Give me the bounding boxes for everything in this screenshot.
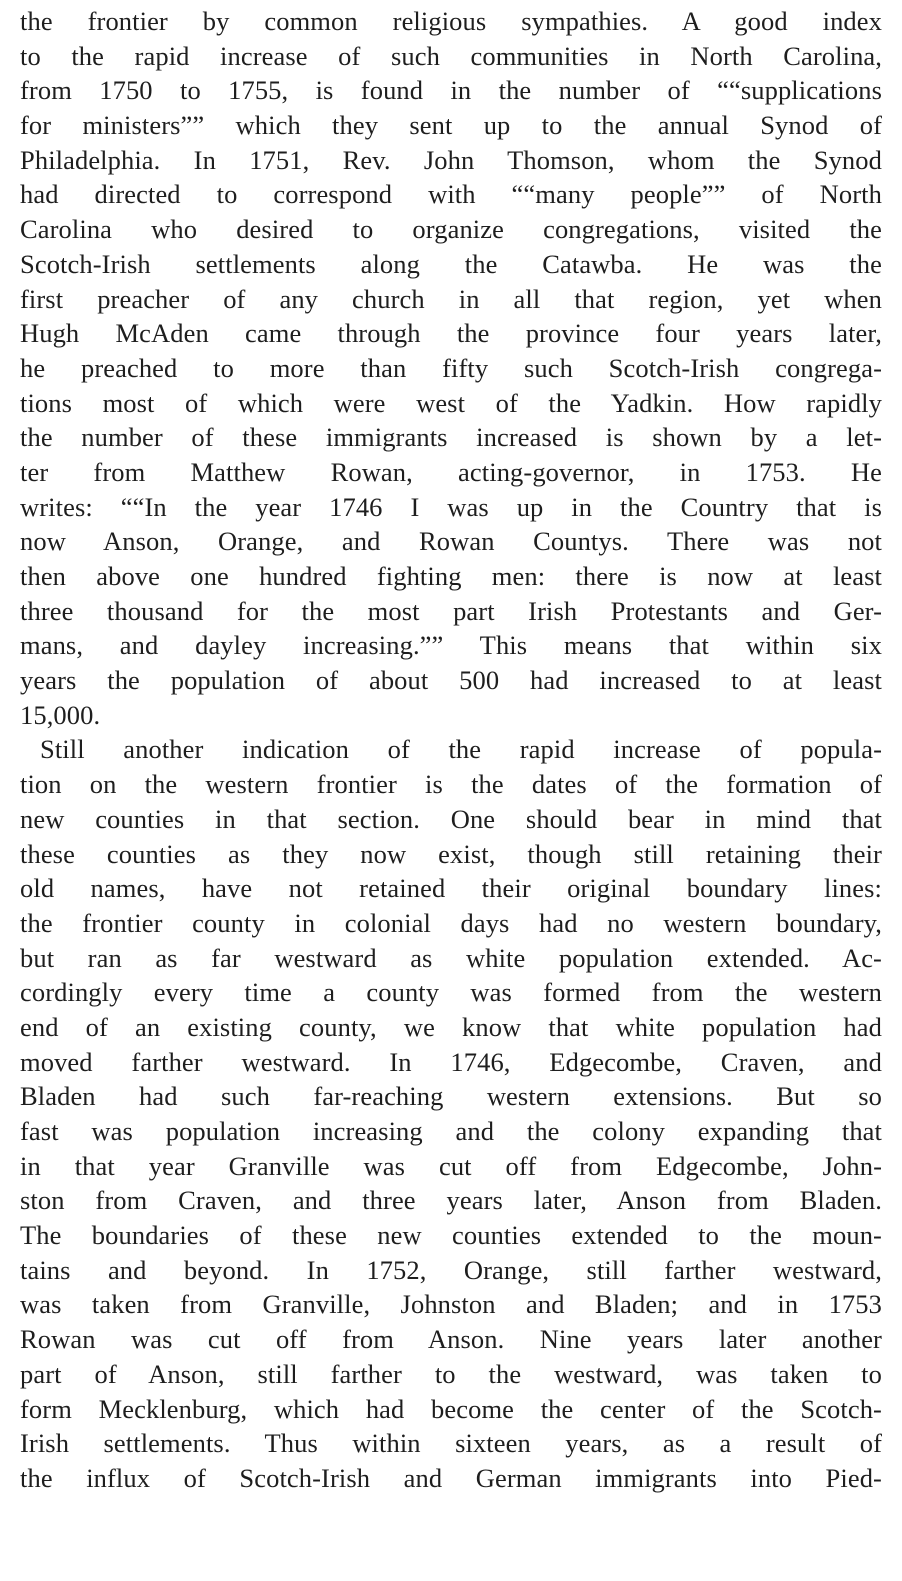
text-line: Scotch-Irish settlements along the Catawba. He was the	[20, 248, 882, 279]
text-line: years the population of about 500 had increased to at least	[20, 665, 882, 696]
text-line: part of Anson, still farther to the westward, was taken to	[20, 1358, 882, 1389]
text-line: first preacher of any church in all that region, yet when	[20, 283, 882, 314]
text-line: to the rapid increase of such communities in North Carolina,	[20, 40, 882, 71]
text-line: three thousand for the most part Irish Protestants and Ger-	[20, 595, 882, 626]
text-line: end of an existing county, we know that white population had	[20, 1011, 882, 1042]
text-line: mans, and dayley increasing.”” This means that within six	[20, 630, 882, 661]
text-line: these counties as they now exist, though still retaining their	[20, 838, 882, 869]
text-line: Philadelphia. In 1751, Rev. John Thomson, whom the Synod	[20, 144, 882, 175]
text-line: fast was population increasing and the colony expanding that	[20, 1116, 882, 1146]
text-line: Bladen had such far-reaching western extensions. But so	[20, 1081, 882, 1112]
text-line: ston from Craven, and three years later, Anson from Bladen.	[20, 1185, 882, 1216]
text-line: Still another indication of the rapid increase of popula-	[40, 734, 882, 765]
text-line: writes: ““In the year 1746 I was up in the Country that is	[20, 491, 882, 522]
text-line: tains and beyond. In 1752, Orange, still farther westward,	[20, 1254, 882, 1285]
text-line: cordingly every time a county was formed from the western	[20, 977, 882, 1008]
text-line: Hugh McAden came through the province four years later,	[20, 318, 882, 349]
text-line: ter from Matthew Rowan, acting-governor, in 1753. He	[20, 456, 882, 487]
text-line: moved farther westward. In 1746, Edgecombe, Craven, and	[20, 1046, 882, 1077]
text-line: the number of these immigrants increased is shown by a let-	[20, 422, 882, 453]
text-line: tion on the western frontier is the dates of the formation of	[20, 769, 882, 800]
text-line: the frontier county in colonial days had no western boundary,	[20, 907, 882, 938]
text-line: Carolina who desired to organize congregations, visited the	[20, 214, 882, 245]
text-line: but ran as far westward as white population extended. Ac-	[20, 942, 882, 973]
text-line: the influx of Scotch-Irish and German immigrants into Pied-	[20, 1462, 882, 1493]
text-line: form Mecklenburg, which had become the center of the Scotch-	[20, 1393, 882, 1424]
text-line: tions most of which were west of the Yadkin. How rapidly	[20, 387, 882, 418]
text-line: Rowan was cut off from Anson. Nine years later another	[20, 1324, 882, 1355]
text-line: Irish settlements. Thus within sixteen years, as a result of	[20, 1428, 882, 1459]
text-line: from 1750 to 1755, is found in the number of ““supplications	[20, 75, 882, 106]
text-line: for ministers”” which they sent up to the annual Synod of	[20, 110, 882, 141]
text-line: then above one hundred fighting men: there is now at least	[20, 561, 882, 591]
paragraph-2	[20, 732, 882, 1495]
text-line: now Anson, Orange, and Rowan Countys. There was not	[20, 526, 882, 557]
text-line: in that year Granville was cut off from Edgecombe, John-	[20, 1150, 882, 1181]
text-line: 15,000.	[20, 699, 101, 730]
text-line: the frontier by common religious sympathies. A good index	[20, 6, 882, 36]
text-line: he preached to more than fifty such Scotch-Irish congrega-	[20, 352, 882, 383]
text-line: new counties in that section. One should bear in mind that	[20, 803, 882, 834]
text-line: had directed to correspond with ““many people”” of North	[20, 179, 882, 210]
text-line: old names, have not retained their original boundary lines:	[20, 873, 882, 904]
text-line: was taken from Granville, Johnston and Bladen; and in 1753	[20, 1289, 882, 1320]
text-line: The boundaries of these new counties extended to the moun-	[20, 1220, 882, 1251]
paragraph-1	[20, 4, 882, 732]
